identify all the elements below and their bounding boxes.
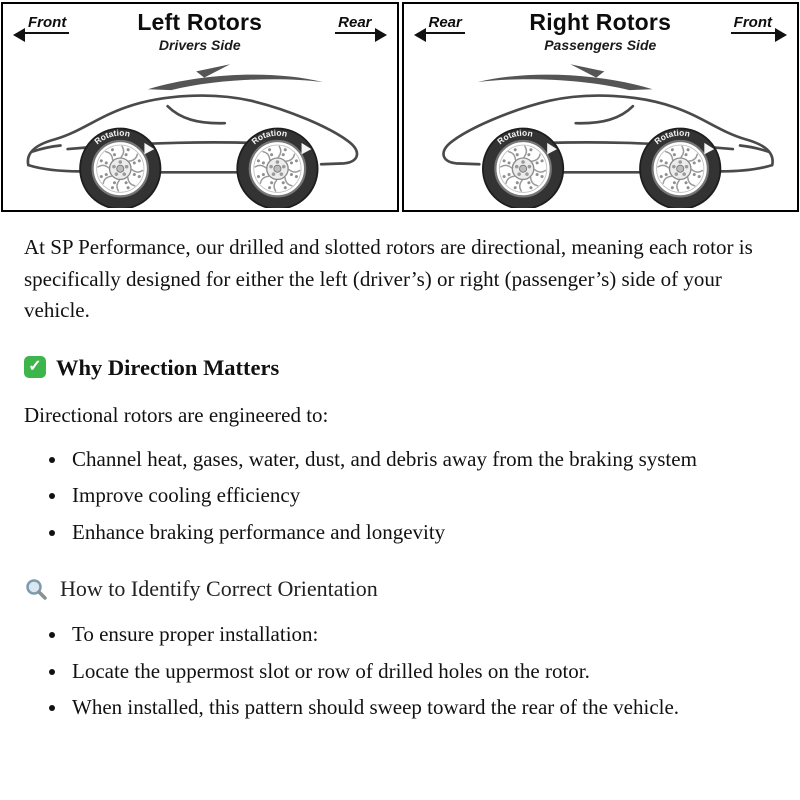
list-item: • Enhance braking performance and longevity bbox=[68, 517, 776, 549]
list-item: • Channel heat, gases, water, dust, and debris away from the braking system bbox=[68, 444, 776, 476]
direction-label: Front bbox=[25, 14, 69, 34]
list-item: • When installed, this pattern should sweep toward the rear of the vehicle. bbox=[68, 692, 776, 724]
panel-subtitle: Passengers Side bbox=[544, 37, 657, 53]
left-rotors-panel bbox=[1, 2, 399, 212]
list-item: • To ensure proper installation: bbox=[68, 619, 776, 651]
check-icon: ✓ bbox=[24, 356, 46, 378]
right-rotors-panel bbox=[402, 2, 800, 212]
panel-subtitle: Drivers Side bbox=[158, 37, 241, 53]
car-illustration-right bbox=[404, 58, 798, 208]
why-direction-matters-heading bbox=[24, 351, 776, 385]
car-illustration-left bbox=[3, 58, 397, 208]
panel-header bbox=[404, 4, 798, 53]
panel-header bbox=[3, 4, 397, 53]
direction-label: Front bbox=[731, 14, 775, 34]
list-item: • Improve cooling efficiency bbox=[68, 480, 776, 512]
identify-orientation-heading bbox=[24, 572, 776, 605]
rear-rotor bbox=[482, 128, 562, 208]
identify-bullet-list bbox=[24, 619, 776, 724]
heading-text: Why Direction Matters bbox=[56, 354, 280, 380]
direction-label: Rear bbox=[335, 14, 374, 34]
intro-paragraph: At SP Performance, our drilled and slotted rotors are directional, meaning each rotor is specifically designed for either the left (driver’s) or right (passenger’s) side of your vehicle. bbox=[24, 235, 753, 322]
rotor-direction-diagram bbox=[0, 0, 800, 214]
panel-title: Left Rotors bbox=[137, 9, 263, 35]
magnifier-icon bbox=[24, 577, 48, 601]
direction-label: Rear bbox=[426, 14, 465, 34]
heading-text: How to Identify Correct Orientation bbox=[60, 576, 378, 602]
why-bullet-list bbox=[24, 444, 776, 549]
why-lead: Directional rotors are engineered to: bbox=[24, 403, 329, 428]
panel-title: Right Rotors bbox=[529, 9, 672, 35]
list-item: • Locate the uppermost slot or row of drilled holes on the rotor. bbox=[68, 656, 776, 688]
rear-rotor bbox=[237, 128, 317, 208]
front-rotor bbox=[80, 128, 160, 208]
article-body bbox=[0, 214, 800, 724]
front-rotor bbox=[640, 128, 720, 208]
